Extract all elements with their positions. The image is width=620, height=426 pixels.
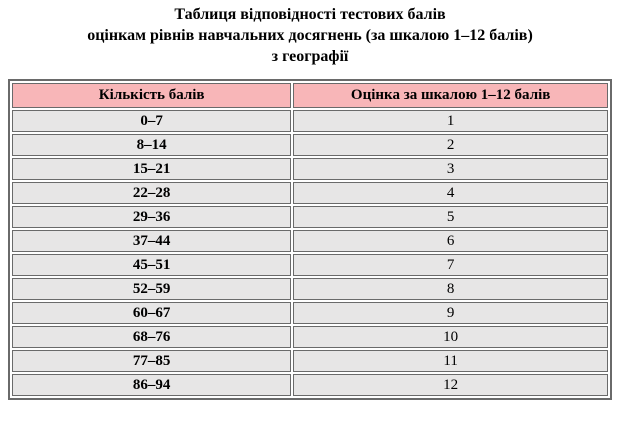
header-score-range: Кількість балів	[12, 83, 291, 108]
score-range-cell: 15–21	[12, 158, 291, 180]
table-row	[12, 206, 608, 228]
table-row	[12, 326, 608, 348]
grade-cell: 12	[293, 374, 608, 396]
grade-cell: 2	[293, 134, 608, 156]
score-range-cell: 22–28	[12, 182, 291, 204]
header-row	[12, 83, 608, 108]
table-row	[12, 110, 608, 132]
grade-cell: 10	[293, 326, 608, 348]
score-table-body	[12, 110, 608, 396]
title-line-1: Таблиця відповідності тестових балів	[174, 6, 446, 23]
table-row	[12, 158, 608, 180]
score-range-cell: 68–76	[12, 326, 291, 348]
score-range-cell: 60–67	[12, 302, 291, 324]
table-row	[12, 278, 608, 300]
grade-cell: 11	[293, 350, 608, 372]
grade-cell: 7	[293, 254, 608, 276]
title-line-2: оцінкам рівнів навчальних досягнень (за шкалою 1–12 балів)	[87, 27, 533, 44]
header-grade-scale: Оцінка за шкалою 1–12 балів	[293, 83, 608, 108]
table-row	[12, 374, 608, 396]
table-row	[12, 134, 608, 156]
grade-cell: 8	[293, 278, 608, 300]
score-range-cell: 45–51	[12, 254, 291, 276]
score-range-cell: 52–59	[12, 278, 291, 300]
table-row	[12, 254, 608, 276]
document-title	[0, 0, 620, 67]
grade-cell: 5	[293, 206, 608, 228]
score-range-cell: 86–94	[12, 374, 291, 396]
title-line-3: з географії	[271, 48, 349, 65]
grade-cell: 1	[293, 110, 608, 132]
score-table-header	[12, 83, 608, 108]
table-row	[12, 350, 608, 372]
table-row	[12, 302, 608, 324]
grade-cell: 3	[293, 158, 608, 180]
score-range-cell: 77–85	[12, 350, 291, 372]
grade-cell: 6	[293, 230, 608, 252]
score-range-cell: 29–36	[12, 206, 291, 228]
score-range-cell: 37–44	[12, 230, 291, 252]
table-row	[12, 230, 608, 252]
score-range-cell: 0–7	[12, 110, 291, 132]
score-range-cell: 8–14	[12, 134, 291, 156]
grade-cell: 4	[293, 182, 608, 204]
score-grade-table	[8, 79, 612, 400]
table-row	[12, 182, 608, 204]
grade-cell: 9	[293, 302, 608, 324]
